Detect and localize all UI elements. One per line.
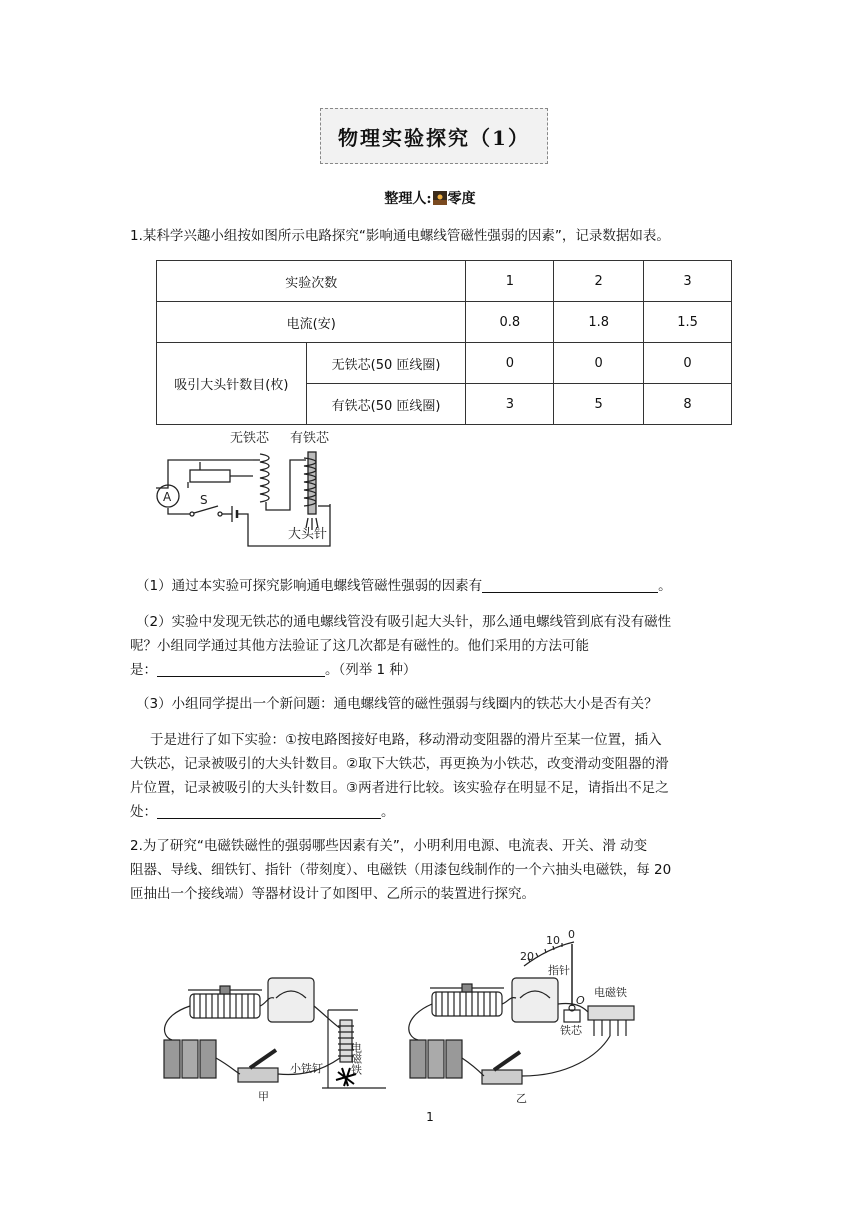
scale-10: 10 xyxy=(546,934,560,947)
author-name: 零度 xyxy=(447,191,476,207)
q1-sub1 xyxy=(136,574,672,599)
page-title: 物理实验探究（1） xyxy=(338,125,530,150)
q1-sub3-prefix: 处： xyxy=(130,804,157,820)
q1-sub3-line1: 于是进行了如下实验：①按电路图接好电路，移动滑动变阻器的滑片至某一位置，插入 xyxy=(150,732,662,748)
table-cell: 2 xyxy=(554,261,644,302)
table-cell: 吸引大头针数目(枚) xyxy=(157,343,307,425)
q1-sub2-line3 xyxy=(130,658,416,683)
table-cell: 1 xyxy=(466,261,554,302)
answer-blank xyxy=(157,660,325,677)
q1-sub3-line4 xyxy=(130,800,395,825)
label-nails: 小铁钉 xyxy=(290,1062,323,1075)
caption-b: 乙 xyxy=(516,1092,527,1105)
author-avatar-icon xyxy=(433,191,447,205)
q1-sub3-line2: 大铁芯，记录被吸引的大头针数目。②取下大铁芯，再更换为小铁芯，改变滑动变阻器的滑 xyxy=(130,756,669,772)
caption-a: 甲 xyxy=(258,1090,269,1103)
answer-blank xyxy=(482,576,658,593)
q1-sub2-suffix: 。（列举 1 种） xyxy=(325,662,417,678)
table-cell: 电流(安) xyxy=(157,302,466,343)
table-cell: 3 xyxy=(644,261,732,302)
q2-figure-a xyxy=(150,976,390,1106)
q2-line3: 匝抽出一个接线端）等器材设计了如图甲、乙所示的装置进行探究。 xyxy=(130,886,535,902)
table-cell: 1.5 xyxy=(644,302,732,343)
q1-sub3-line3: 片位置，记录被吸引的大头针数目。③两者进行比较。该实验存在明显不足，请指出不足之 xyxy=(130,780,669,796)
label-electromagnet-b: 电磁铁 xyxy=(594,986,627,999)
label-pins: 大头针 xyxy=(288,527,328,542)
table-cell: 0 xyxy=(466,343,554,384)
table-cell: 0.8 xyxy=(466,302,554,343)
q2-line1: 2.为了研究“电磁铁磁性的强弱哪些因素有关”，小明利用电源、电流表、开关、滑 动变 xyxy=(130,838,648,854)
label-no-core: 无铁芯 xyxy=(230,431,270,446)
q1-sub3-end: 。 xyxy=(381,804,395,820)
table-row xyxy=(157,343,732,384)
table-row xyxy=(157,302,732,343)
scale-20: 20 xyxy=(520,950,534,963)
table-cell: 有铁芯(50 匝线圈) xyxy=(306,384,466,425)
label-electromagnet-a: 电磁铁 xyxy=(349,1042,363,1075)
table-cell: 0 xyxy=(554,343,644,384)
label-core: 有铁芯 xyxy=(290,431,330,446)
q2-figure-b xyxy=(398,926,648,1108)
table-row xyxy=(157,261,732,302)
q1-stem: 1.某科学兴趣小组按如图所示电路探究“影响通电螺线管磁性强弱的因素”，记录数据如表。 xyxy=(130,228,670,244)
q1-circuit-diagram xyxy=(148,426,344,552)
label-switch: S xyxy=(200,493,208,507)
table-cell: 1.8 xyxy=(554,302,644,343)
title-box xyxy=(320,108,548,164)
q1-data-table xyxy=(156,260,732,425)
answer-blank xyxy=(157,802,381,819)
label-iron-core: 铁芯 xyxy=(560,1024,582,1037)
author-line xyxy=(0,188,860,208)
table-cell: 实验次数 xyxy=(157,261,466,302)
q1-sub1-end: 。 xyxy=(658,578,672,594)
q1-sub2-line1: （2）实验中发现无铁芯的通电螺线管没有吸引起大头针，那么通电螺线管到底有没有磁性 xyxy=(136,614,672,630)
table-cell: 3 xyxy=(466,384,554,425)
author-prefix: 整理人: xyxy=(384,191,432,207)
label-pointer: 指针 xyxy=(548,964,570,977)
q1-sub2-line2: 呢？小组同学通过其他方法验证了这几次都是有磁性的。他们采用的方法可能 xyxy=(130,638,589,654)
scale-0: 0 xyxy=(568,928,575,941)
label-pivot: O xyxy=(576,994,585,1007)
table-cell: 无铁芯(50 匝线圈) xyxy=(306,343,466,384)
label-ammeter: A xyxy=(163,490,172,504)
q1-sub2-prefix: 是： xyxy=(130,662,157,678)
table-cell: 5 xyxy=(554,384,644,425)
page-number: 1 xyxy=(426,1110,434,1124)
q2-line2: 阻器、导线、细铁钉、指针（带刻度）、电磁铁（用漆包线制作的一个六抽头电磁铁，每 20 xyxy=(130,862,672,878)
table-cell: 8 xyxy=(644,384,732,425)
table-cell: 0 xyxy=(644,343,732,384)
q1-sub1-text: （1）通过本实验可探究影响通电螺线管磁性强弱的因素有 xyxy=(136,578,483,594)
q1-sub3-question: （3）小组同学提出一个新问题：通电螺线管的磁性强弱与线圈内的铁芯大小是否有关？ xyxy=(136,696,658,712)
